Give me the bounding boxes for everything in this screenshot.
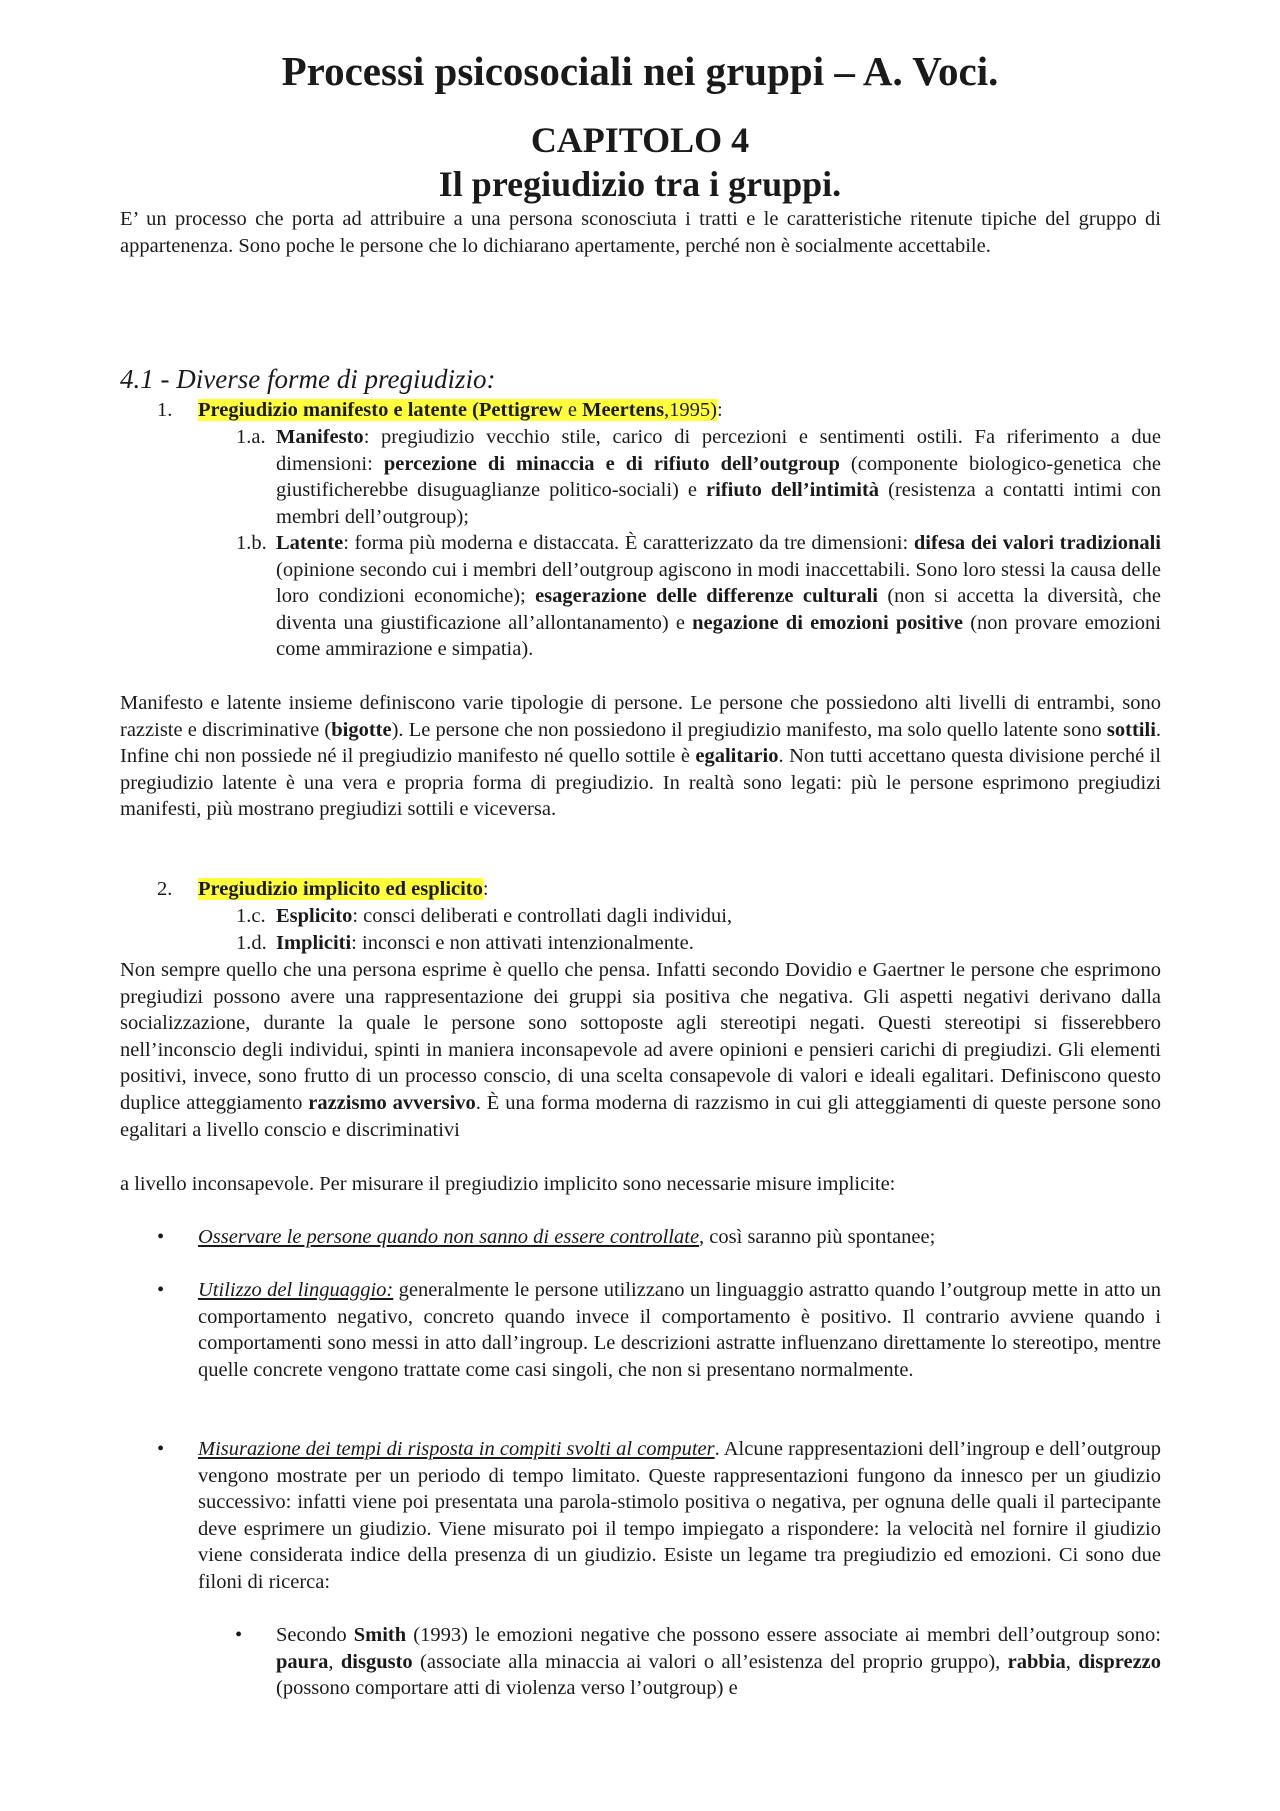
sub-item-text: Impliciti: inconsci e non attivati intenzionalmente. bbox=[276, 932, 694, 954]
highlighted-label: Pregiudizio manifesto e latente (Pettigrew e Meertens,1995) bbox=[198, 399, 717, 421]
bullet-icon: • bbox=[157, 1438, 165, 1460]
list-item-1 bbox=[120, 397, 1161, 424]
list-number: 2. bbox=[157, 878, 173, 900]
list-item-label: Pregiudizio manifesto e latente (Pettigrew e Meertens,1995): bbox=[198, 399, 723, 421]
chapter-number: CAPITOLO 4 bbox=[530, 120, 750, 160]
intro-paragraph: E’ un processo che porta ad attribuire a una persona sconosciuta i tratti e le caratteristiche ritenute tipiche del gruppo di appartenenza. Sono poche le persone che lo dichiarano apertamente, perché non è socialmente accettabile. bbox=[120, 208, 1161, 257]
list-number: 1. bbox=[157, 399, 173, 421]
sub-item-number: 1.a. bbox=[236, 426, 266, 448]
bullet-icon: • bbox=[157, 1226, 165, 1248]
paragraph-implicit-measures: a livello inconsapevole. Per misurare il pregiudizio implicito sono necessarie misure implicite: bbox=[120, 1173, 896, 1195]
bullet-text: Osservare le persone quando non sanno di essere controllate, così saranno più spontanee; bbox=[198, 1226, 936, 1248]
sub-item-text: Latente: forma più moderna e distaccata. È caratterizzato da tre dimensioni: difesa dei valori tradizionali (opinione secondo cui i membri dell’outgroup agiscono in modi inaccettabili. Sono loro stessi la causa delle loro condizioni economiche); esagerazione delle differenze culturali (non si accetta la diversità, che diventa una giustificazione all’allontanamento) e negazione di emozioni positive (non provare emozioni come ammirazione e simpatia). bbox=[276, 532, 1161, 661]
list-item-2 bbox=[120, 876, 1161, 903]
sub-item-1b bbox=[236, 530, 1161, 663]
paragraph-typologies: Manifesto e latente insieme definiscono varie tipologie di persone. Le persone che possiedono alti livelli di entrambi, sono razziste e discriminative (bigotte). Le persone che non possiedono il pregiudizio manifesto, ma solo quello latente sono sottili. Infine chi non possiede né il pregiudizio manifesto né quello sottile è egalitario. Non tutti accettano questa divisione perché il pregiudizio latente è una vera e propria forma di pregiudizio. In realtà sono legati: più le persone esprimono pregiudizi manifesti, più mostrano pregiudizi sottili e viceversa. bbox=[120, 692, 1162, 821]
sub-item-number: 1.b. bbox=[236, 532, 267, 554]
bullet-item-observe bbox=[120, 1224, 1161, 1251]
sub-item-1a bbox=[236, 424, 1161, 530]
sub-item-number: 1.c. bbox=[236, 905, 266, 927]
chapter-title: Il pregiudizio tra i gruppi. bbox=[438, 164, 842, 204]
sub-bullet-smith bbox=[198, 1622, 1161, 1702]
paragraph-aversive-racism: Non sempre quello che una persona esprime è quello che pensa. Infatti secondo Dovidio e Gaertner le persone che esprimono pregiudizi possono avere una rappresentazione dei gruppi sia positiva che negativa. Gli aspetti negativi derivano dalla socializzazione, durante la quale le persone sono sottoposte agli stereotipi negati. Questi stereotipi si fisserebbero nell’inconscio degli individui, spinti in maniera inconsapevole ad avere opinioni e pensieri carichi di pregiudizi. Gli elementi positivi, invece, sono frutto di un processo conscio, di una scelta consapevole di valori e ideali egalitari. Definiscono questo duplice atteggiamento razzismo avversivo. È una forma moderna di razzismo in cui gli atteggiamenti di queste persone sono egalitari a livello conscio e discriminativi bbox=[120, 959, 1161, 1141]
bullet-icon: • bbox=[235, 1624, 243, 1646]
document-title: Processi psicosociali nei gruppi – A. Voci. bbox=[281, 48, 999, 94]
section-heading: 4.1 - Diverse forme di pregiudizio: bbox=[120, 364, 496, 394]
bullet-text: Misurazione dei tempi di risposta in compiti svolti al computer. Alcune rappresentazioni dell’ingroup e dell’outgroup vengono mostrate per un periodo di tempo limitato. Queste rappresentazioni fungono da innesco per un giudizio successivo: infatti viene poi presentata una parola-stimolo positiva o negativa, per ognuna delle quali il partecipante deve esprimere un giudizio. Viene misurato poi il tempo impiegato a rispondere: la velocità nel fornire il giudizio viene considerata indice della presenza di un giudizio. Esiste un legame tra pregiudizio ed emozioni. Ci sono due filoni di ricerca: bbox=[198, 1438, 1161, 1593]
sub-item-number: 1.d. bbox=[236, 932, 267, 954]
bullet-text: Secondo Smith (1993) le emozioni negative che possono essere associate ai membri dell’outgroup sono: paura, disgusto (associate alla minaccia ai valori o all’esistenza del proprio gruppo), rabbia, disprezzo (possono comportare atti di violenza verso l’outgroup) e bbox=[276, 1624, 1162, 1700]
bullet-text: Utilizzo del linguaggio: generalmente le persone utilizzano un linguaggio astratto quando l’outgroup mette in atto un comportamento negativo, concreto quando invece il comportamento è positivo. Il contrario avviene quando i comportamenti sono messi in atto dall’ingroup. Le descrizioni astratte influenzano direttamente lo stereotipo, mentre quelle concrete vengono trattate come casi singoli, che non si presentano normalmente. bbox=[198, 1279, 1162, 1381]
sub-item-text: Manifesto: pregiudizio vecchio stile, carico di percezioni e sentimenti ostili. Fa riferimento a due dimensioni: percezione di minaccia e di rifiuto dell’outgroup (componente biologico-genetica che giustificherebbe disuguaglianze politico-sociali) e rifiuto dell’intimità (resistenza a contatti intimi con membri dell’outgroup); bbox=[276, 426, 1161, 528]
bullet-icon: • bbox=[157, 1279, 165, 1301]
highlighted-label: Pregiudizio implicito ed esplicito bbox=[198, 878, 483, 900]
bullet-item-language bbox=[120, 1277, 1161, 1383]
sub-item-1c bbox=[236, 903, 1161, 930]
sub-item-1d bbox=[236, 930, 1161, 957]
sub-item-text: Esplicito: consci deliberati e controllati dagli individui, bbox=[276, 905, 733, 927]
bullet-item-response-times bbox=[120, 1436, 1161, 1596]
list-item-label: Pregiudizio implicito ed esplicito: bbox=[198, 878, 489, 900]
